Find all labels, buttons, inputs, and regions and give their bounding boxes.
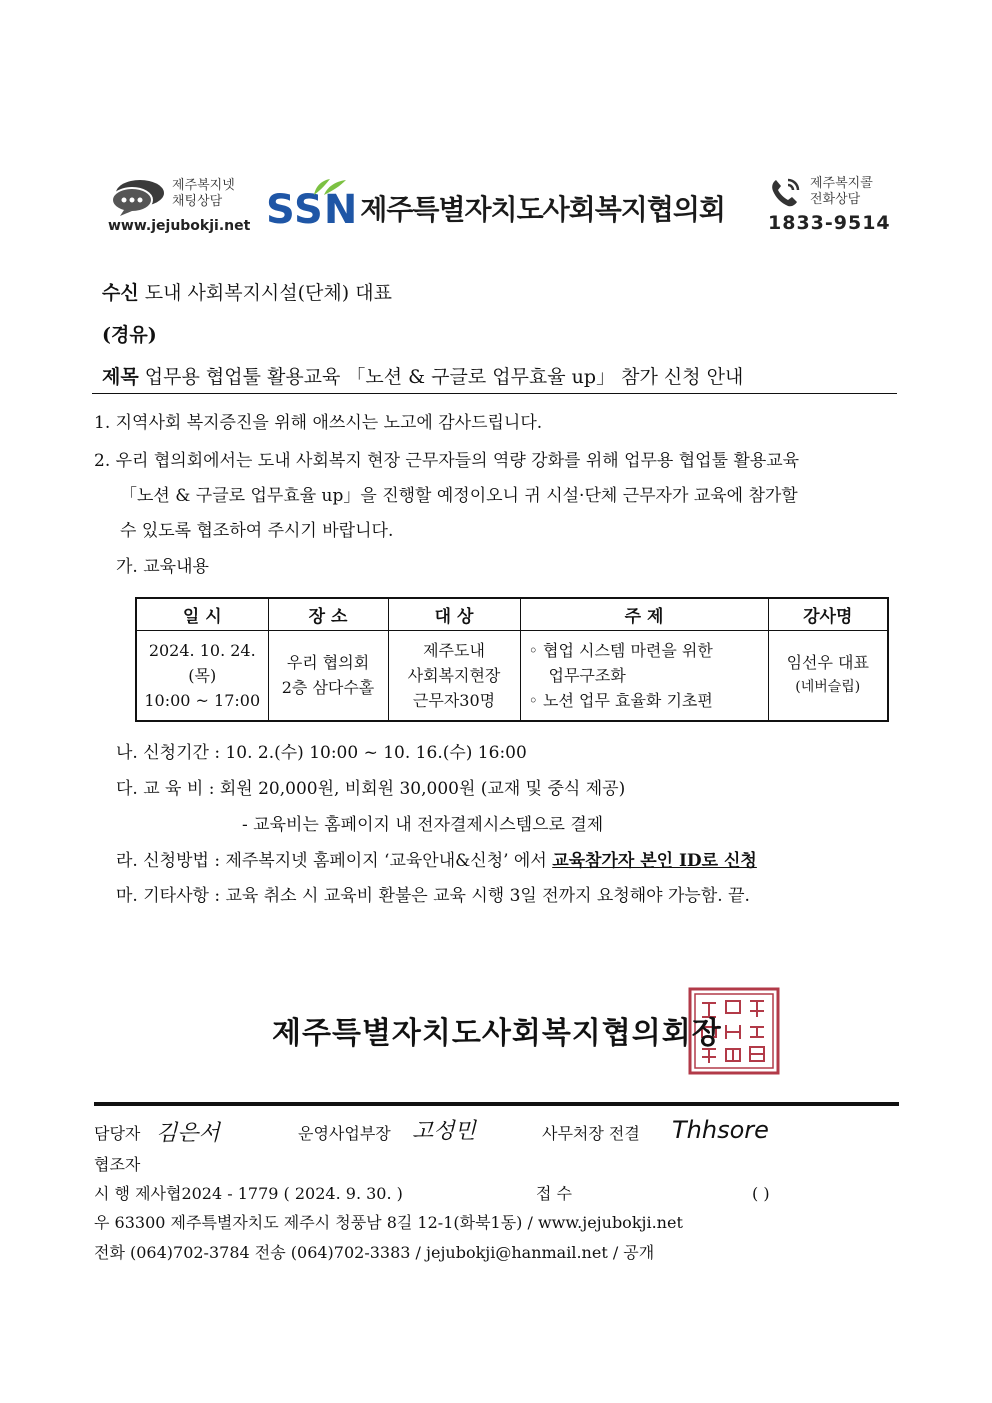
cell-place	[268, 630, 388, 721]
recipient-line	[102, 278, 392, 305]
place-line-1: 우리 협의회	[286, 653, 370, 673]
section-ma: 마. 기타사항 : 교육 취소 시 교육비 환불은 교육 시행 3일 전까지 요청해야 가능함. 끝.	[116, 886, 750, 906]
table-row	[136, 630, 888, 721]
chief-label: 사무처장 전결	[542, 1124, 640, 1143]
section-da: 다. 교 육 비 : 회원 20,000원, 비회원 30,000원 (교재 및 중식 제공)	[116, 779, 626, 799]
recipient-label: 수신	[102, 282, 139, 304]
via-line: (경유)	[102, 324, 157, 346]
target-line-3: 근무자30명	[412, 690, 496, 710]
paragraph-2-line-1: 2. 우리 협의회에서는 도내 사회복지 현장 근무자들의 역량 강화를 위해 업무용 협업툴 활용교육	[94, 451, 800, 471]
cell-date	[136, 630, 268, 721]
staff-signature: 김은서	[156, 1121, 220, 1146]
topic-1-line-1: ◦ 협업 시스템 마련을 위한	[528, 640, 713, 660]
logo-ssn-text: SSN	[266, 187, 359, 233]
section-da-sub: - 교육비는 홈페이지 내 전자결제시스템으로 결제	[242, 815, 604, 835]
staff-label: 담당자	[94, 1124, 141, 1143]
manager-label: 운영사업부장	[298, 1124, 391, 1143]
date-line-2: 10:00 ~ 17:00	[144, 690, 261, 710]
place-line-2: 2층 삼다수홀	[281, 678, 375, 698]
header-instructor: 강사명	[768, 598, 888, 630]
chief-signature: Thhsore	[672, 1116, 769, 1144]
chat-line-1: 제주복지넷	[172, 178, 235, 193]
section-ga: 가. 교육내용	[116, 557, 209, 577]
cooperator-label: 협조자	[94, 1155, 141, 1174]
issue-line: 시 행 제사협2024 - 1779 ( 2024. 9. 30. )	[94, 1184, 403, 1203]
table-header-row	[136, 598, 888, 630]
organization-logo	[266, 176, 725, 232]
call-line-2: 전화상담	[810, 192, 861, 207]
footer-divider	[94, 1102, 899, 1106]
education-table	[135, 597, 889, 722]
phone-consult-text	[810, 176, 873, 208]
cell-topic	[520, 630, 768, 721]
cell-target	[388, 630, 520, 721]
recipient-value: 도내 사회복지시설(단체) 대표	[144, 282, 392, 304]
paragraph-2-line-2: 「노션 & 구글로 업무효율 up」을 진행할 예정이오니 귀 시설·단체 근무자가 교육에 참가할	[120, 486, 798, 506]
phone-icon	[768, 176, 802, 210]
receipt-label: 접 수	[536, 1184, 572, 1203]
address-line: 우 63300 제주특별자치도 제주시 청풍남 8길 12-1(화북1동) / www.jejubokji.net	[94, 1213, 683, 1232]
header-date: 일 시	[136, 598, 268, 630]
subject-value: 업무용 협업툴 활용교육 「노션 & 구글로 업무효율 up」 참가 신청 안내	[144, 366, 744, 388]
subject-line	[102, 362, 743, 389]
section-na: 나. 신청기간 : 10. 2.(수) 10:00 ~ 10. 16.(수) 16:00	[116, 743, 527, 763]
paragraph-1: 1. 지역사회 복지증진을 위해 애쓰시는 노고에 감사드립니다.	[94, 413, 543, 433]
ra-text: 라. 신청방법 : 제주복지넷 홈페이지 ‘교육안내&신청’ 에서	[116, 851, 553, 871]
contact-line: 전화 (064)702-3784 전송 (064)702-3383 / jejubokji@hanmail.net / 공개	[94, 1243, 655, 1262]
instructor-name: 임선우 대표	[786, 653, 869, 673]
topic-2: ◦ 노션 업무 효율화 기초편	[528, 690, 713, 710]
leaf-icon	[310, 178, 350, 196]
phone-consult-badge	[766, 174, 896, 238]
call-line-1: 제주복지콜	[810, 176, 873, 191]
manager-signature: 고성민	[412, 1119, 476, 1144]
receipt-paren: ( )	[752, 1184, 770, 1203]
ra-emphasis: 교육참가자 본인 ID로 신청	[552, 851, 757, 871]
target-line-1: 제주도내	[423, 640, 485, 660]
date-line-1: 2024. 10. 24.(목)	[148, 640, 256, 685]
phone-number: 1833-9514	[768, 212, 891, 234]
website-link[interactable]: www.jejubokji.net	[108, 218, 251, 234]
issuer-name: 제주특별자치도사회복지협의회장	[272, 1016, 722, 1051]
subject-label: 제목	[102, 366, 139, 388]
target-line-2: 사회복지현장	[407, 665, 501, 685]
subject-divider	[92, 393, 897, 394]
topic-1-line-2: 업무구조화	[548, 665, 626, 685]
logo-ssn	[266, 188, 358, 232]
chat-line-2: 채팅상담	[172, 194, 223, 209]
logo-org-name: 제주특별자치도사회복지협의회	[360, 193, 725, 226]
section-ra	[116, 851, 757, 871]
instructor-org: (네버슬립)	[795, 679, 861, 696]
chat-consult-text	[172, 178, 235, 210]
chat-consult-badge	[108, 176, 258, 236]
header-place: 장 소	[268, 598, 388, 630]
header-target: 대 상	[388, 598, 520, 630]
chat-bubble-icon	[110, 178, 166, 216]
paragraph-2-line-3: 수 있도록 협조하여 주시기 바랍니다.	[120, 521, 394, 541]
cell-instructor	[768, 630, 888, 721]
header-topic: 주 제	[520, 598, 768, 630]
